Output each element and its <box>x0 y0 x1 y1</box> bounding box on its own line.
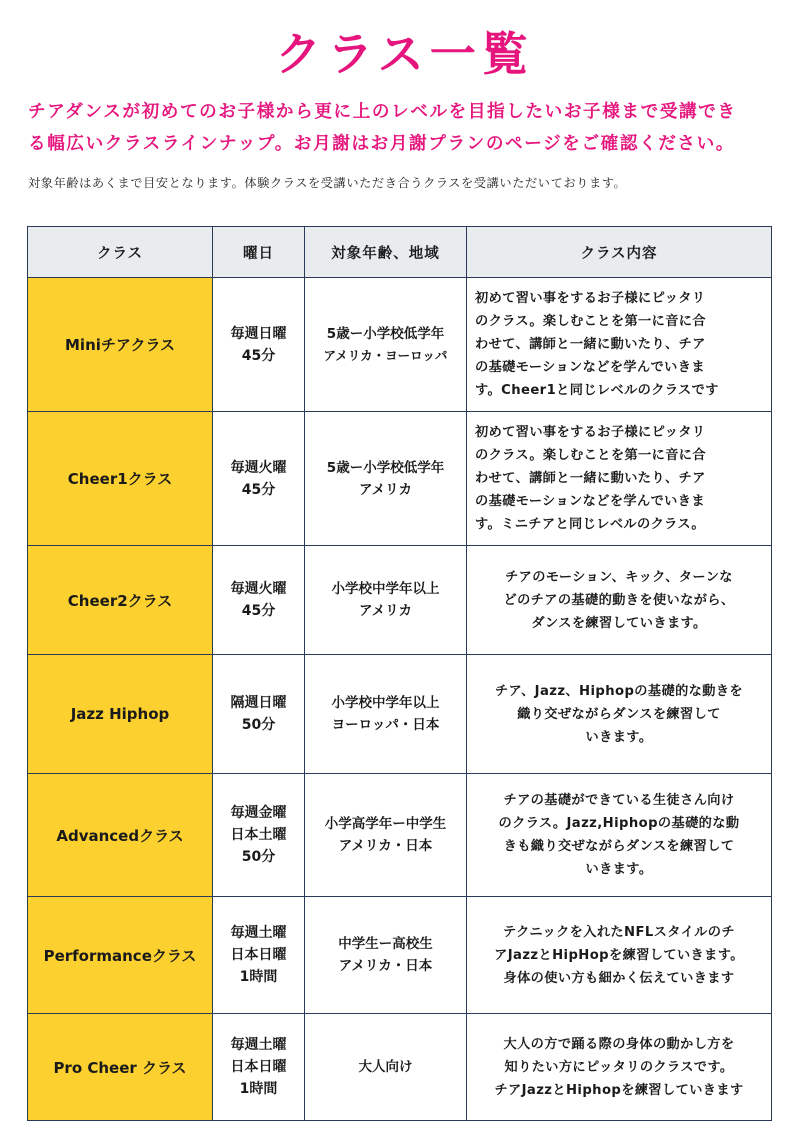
region-line: アメリカ <box>358 481 413 498</box>
intro-line-2: る幅広いクラスラインナップ。お月謝はお月謝プランのページをご確認ください。 <box>28 134 736 154</box>
age-line: 小学校中学年以上 <box>331 581 440 597</box>
content-line: 織り交ぜながらダンスを練習して <box>517 706 721 722</box>
age-line: 大人向け <box>358 1059 413 1075</box>
class-name: Advancedクラス <box>28 774 213 897</box>
schedule-line: 50分 <box>241 717 276 733</box>
content-line: わせて、講師と一緒に動いたり、チア <box>475 337 706 352</box>
schedule-line: 50分 <box>241 849 276 865</box>
content-line: 知りたい方にピッタリのクラスです。 <box>504 1059 734 1075</box>
content-line: す。ミニチアと同じレベルのクラス。 <box>475 517 705 532</box>
schedule-line: 隔週日曜 <box>230 695 287 711</box>
class-age-region <box>305 774 467 897</box>
region-line: アメリカ・日本 <box>338 838 433 854</box>
content-line: のクラス。楽しむことを第一に音に合 <box>475 314 706 329</box>
schedule-line: 毎週土曜 <box>230 925 287 941</box>
content-line: きも織り交ぜながらダンスを練習して <box>503 839 735 854</box>
class-age-region <box>305 412 467 546</box>
table-row <box>28 412 772 546</box>
class-name: Cheer2クラス <box>28 546 213 655</box>
intro-line-1: チアダンスが初めてのお子様から更に上のレベルを目指したいお子様まで受講でき <box>28 102 737 122</box>
header-content: クラス内容 <box>467 227 772 278</box>
header-day: 曜日 <box>213 227 305 278</box>
class-schedule <box>213 412 305 546</box>
content-line: いきます。 <box>585 729 653 745</box>
age-line: 中学生ー高校生 <box>338 936 433 952</box>
content-line: テクニックを入れたNFLスタイルのチ <box>503 924 735 940</box>
schedule-line: 45分 <box>241 603 276 619</box>
class-age-region <box>305 546 467 655</box>
schedule-line: 45分 <box>241 347 276 364</box>
class-content <box>467 655 772 774</box>
age-line: 5歳ー小学校低学年 <box>326 325 445 342</box>
class-age-region <box>305 1014 467 1121</box>
content-line: どのチアの基礎的動きを使いながら、 <box>503 592 735 608</box>
table-row <box>28 897 772 1014</box>
content-line: ダンスを練習していきます。 <box>531 615 707 631</box>
class-content <box>467 774 772 897</box>
schedule-line: 毎週土曜 <box>230 1037 287 1053</box>
content-line: の基礎モーションなどを学んでいきま <box>475 360 705 375</box>
content-line: 身体の使い方も細かく伝えていきます <box>503 970 735 986</box>
schedule-line: 45分 <box>241 481 276 498</box>
class-name: Performanceクラス <box>28 897 213 1014</box>
age-line: 小学高学年ー中学生 <box>324 816 447 832</box>
schedule-line: 毎週金曜 <box>230 805 287 821</box>
class-name: Miniチアクラス <box>28 278 213 412</box>
content-line: いきます。 <box>585 862 653 877</box>
class-name: Pro Cheer クラス <box>28 1014 213 1121</box>
schedule-line: 毎週日曜 <box>230 325 287 342</box>
class-schedule <box>213 278 305 412</box>
content-line: アJazzとHipHopを練習していきます。 <box>494 947 744 963</box>
intro-text <box>28 96 788 160</box>
table-row <box>28 655 772 774</box>
content-line: わせて、講師と一緒に動いたり、チア <box>475 471 706 486</box>
table-row <box>28 774 772 897</box>
header-age-region: 対象年齢、地域 <box>305 227 467 278</box>
schedule-line: 日本土曜 <box>230 827 287 843</box>
content-line: のクラス。Jazz,Hiphopの基礎的な動 <box>498 816 740 831</box>
content-line: チアJazzとHiphopを練習していきます <box>494 1082 744 1098</box>
class-schedule <box>213 774 305 897</box>
table-row <box>28 1014 772 1121</box>
schedule-line: 毎週火曜 <box>230 581 287 597</box>
header-class: クラス <box>28 227 213 278</box>
class-schedule <box>213 546 305 655</box>
schedule-line: 日本日曜 <box>230 1059 287 1075</box>
class-table <box>27 226 772 1121</box>
region-line: アメリカ・ヨーロッパ <box>323 347 448 363</box>
content-line: 大人の方で踊る際の身体の動かし方を <box>503 1036 735 1052</box>
region-line: アメリカ <box>358 603 413 619</box>
table-header-row <box>28 227 772 278</box>
class-schedule <box>213 1014 305 1121</box>
region-line: ヨーロッパ・日本 <box>331 717 440 733</box>
content-line: の基礎モーションなどを学んでいきま <box>475 494 705 509</box>
class-schedule <box>213 897 305 1014</box>
content-line: チア、Jazz、Hiphopの基礎的な動きを <box>494 683 744 699</box>
class-content <box>467 412 772 546</box>
content-line: チアの基礎ができている生徒さん向け <box>503 793 735 808</box>
class-name: Cheer1クラス <box>28 412 213 546</box>
content-line: す。Cheer1と同じレベルのクラスです <box>475 383 719 398</box>
age-note: 対象年齢はあくまで目安となります。体験クラスを受講いただき合うクラスを受講いただいております。 <box>28 176 627 190</box>
class-content <box>467 546 772 655</box>
schedule-line: 毎週火曜 <box>230 459 287 476</box>
page-title: クラス一覧 <box>275 27 534 81</box>
age-line: 5歳ー小学校低学年 <box>326 459 445 476</box>
content-line: チアのモーション、キック、ターンな <box>505 569 733 585</box>
age-line: 小学校中学年以上 <box>331 695 440 711</box>
schedule-line: 1時間 <box>239 1081 278 1097</box>
class-name: Jazz Hiphop <box>28 655 213 774</box>
class-schedule <box>213 655 305 774</box>
class-age-region <box>305 655 467 774</box>
table-row <box>28 278 772 412</box>
schedule-line: 日本日曜 <box>230 947 287 963</box>
class-age-region <box>305 897 467 1014</box>
schedule-line: 1時間 <box>239 969 278 985</box>
table-row <box>28 546 772 655</box>
class-content <box>467 278 772 412</box>
content-line: 初めて習い事をするお子様にピッタリ <box>475 425 706 440</box>
region-line: アメリカ・日本 <box>338 958 433 974</box>
content-line: 初めて習い事をするお子様にピッタリ <box>475 291 706 306</box>
class-content <box>467 1014 772 1121</box>
class-content <box>467 897 772 1014</box>
class-age-region <box>305 278 467 412</box>
content-line: のクラス。楽しむことを第一に音に合 <box>475 448 706 463</box>
